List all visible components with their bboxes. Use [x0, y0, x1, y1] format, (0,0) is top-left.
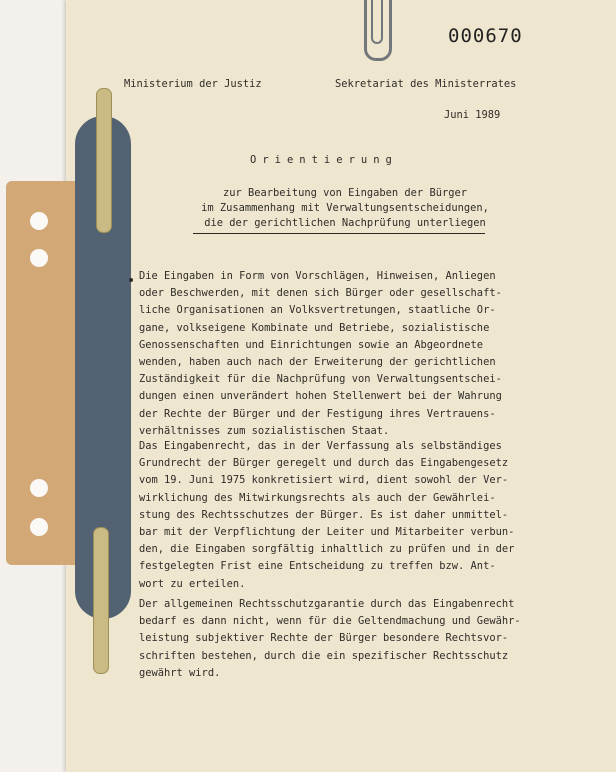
text-line: schriften bestehen, durch die ein spezifischer Rechtsschutz: [139, 649, 509, 662]
document-date: Juni 1989: [444, 109, 501, 121]
binder-tab: [6, 181, 78, 565]
text-line: Die Eingaben in Form von Vorschlägen, Hinweisen, Anliegen: [139, 270, 496, 282]
document-title: Orientierung: [250, 154, 398, 166]
paragraph-2: [139, 438, 534, 593]
fastener-clip-top: [96, 88, 112, 233]
text-line: vom 19. Juni 1975 konkretisiert wird, dient sowohl der Ver-: [139, 474, 509, 487]
document-number: 000670: [448, 25, 523, 47]
text-line: Zuständigkeit für die Nachprüfung von Verwaltungsentschei-: [139, 373, 502, 386]
punch-hole: [30, 249, 48, 267]
subtitle-line: zur Bearbeitung von Eingaben der Bürger: [223, 187, 467, 199]
text-line: den, die Eingaben sorgfältig inhaltlich zu prüfen und in der: [139, 543, 515, 556]
text-line: stung des Rechtsschutzes der Bürger. Es ist daher unmittel-: [139, 508, 509, 521]
text-line: der Rechte der Bürger und der Festigung ihres Vertrauens-: [139, 407, 496, 420]
bullet-dot: [129, 278, 133, 282]
text-line: Das Eingabenrecht, das in der Verfassung als selbständiges: [139, 440, 502, 452]
subtitle-line: die der gerichtlichen Nachprüfung unterliegen: [204, 217, 486, 229]
paragraph-1: [139, 268, 534, 440]
text-line: dungen einen unverändert hohen Stellenwert bei der Wahrung: [139, 390, 502, 403]
text-line: Grundrecht der Bürger geregelt und durch das Eingabengesetz: [139, 457, 509, 470]
text-line: Genossenschaften und Einrichtungen sowie an Abgeordnete: [139, 338, 484, 351]
fastener-clip-bottom: [93, 527, 109, 674]
text-line: festgelegten Frist eine Entscheidung zu treffen bzw. Ant-: [139, 560, 496, 573]
text-line: bar mit der Verpflichtung der Leiter und Mitarbeiter verbun-: [139, 525, 515, 538]
text-line: oder Beschwerden, mit denen sich Bürger oder gesellschaft-: [139, 287, 502, 300]
text-line: wort zu erteilen.: [139, 577, 246, 590]
text-line: gewährt wird.: [139, 666, 221, 679]
text-line: bedarf es dann nicht, wenn für die Geltendmachung und Gewähr-: [139, 615, 521, 628]
punch-hole: [30, 518, 48, 536]
subtitle-underline: [193, 233, 485, 234]
punch-hole: [30, 212, 48, 230]
punch-hole: [30, 479, 48, 497]
text-line: wirklichung des Mitwirkungsrechts als auch der Gewährlei-: [139, 491, 496, 504]
text-line: gane, volkseigene Kombinate und Betriebe, sozialistische: [139, 321, 490, 334]
text-line: leistung subjektiver Rechte der Bürger besondere Rechtsvor-: [139, 632, 509, 645]
paperclip: [364, 0, 392, 61]
ministry-name: Ministerium der Justiz: [124, 78, 262, 90]
text-line: wenden, haben auch nach der Erweiterung der gerichtlichen: [139, 355, 496, 368]
text-line: Der allgemeinen Rechtsschutzgarantie durch das Eingabenrecht: [139, 598, 515, 610]
text-line: liche Organisationen an Volksvertretungen, staatliche Or-: [139, 304, 496, 317]
paragraph-3: [139, 596, 534, 682]
subtitle-line: im Zusammenhang mit Verwaltungsentscheidungen,: [201, 202, 489, 214]
text-line: verhältnisses zum sozialistischen Staat.: [139, 424, 390, 437]
secretariat-name: Sekretariat des Ministerrates: [335, 78, 517, 90]
